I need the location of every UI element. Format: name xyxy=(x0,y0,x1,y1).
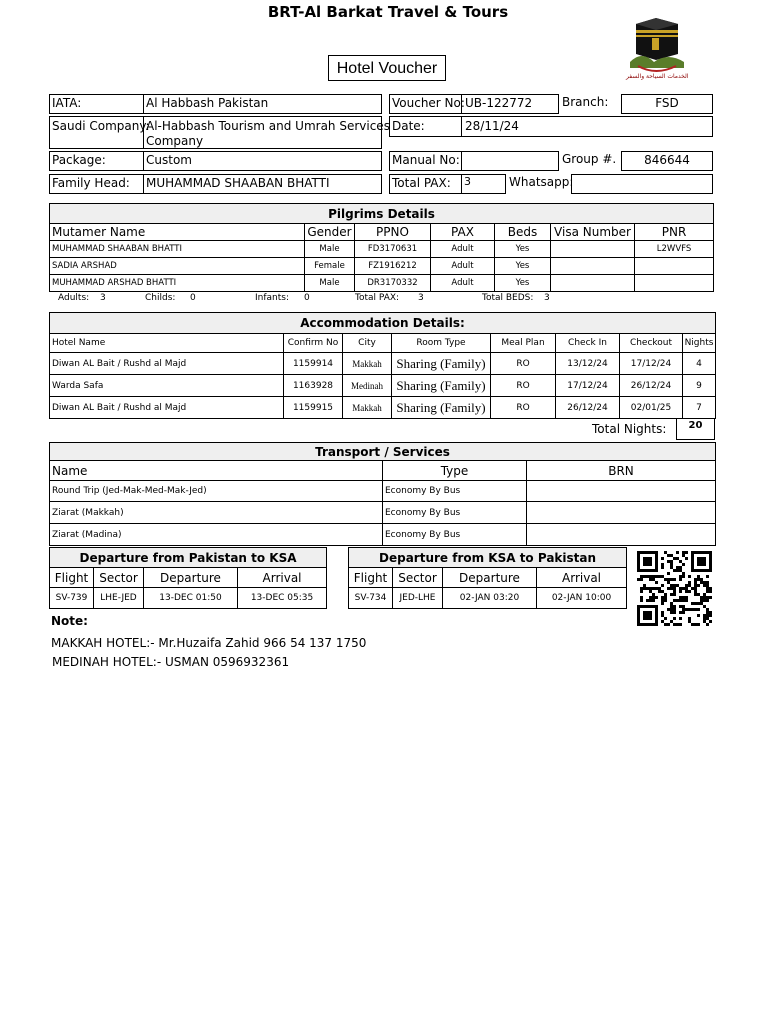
saudi-company-label: Saudi Company: xyxy=(52,119,150,133)
table-row: MUHAMMAD SHAABAN BHATTI Male FD3170631 Adult Yes L2WVFS xyxy=(50,241,714,258)
col-visa-number: Visa Number xyxy=(551,224,635,241)
group-value: 846644 xyxy=(644,153,690,167)
col-gender: Gender xyxy=(305,224,355,241)
table-row: SADIA ARSHAD Female FZ1916212 Adult Yes xyxy=(50,258,714,275)
table-row: Round Trip (Jed-Mak-Med-Mak-Jed) Economy By Bus xyxy=(50,481,716,502)
table-row: Diwan AL Bait / Rushd al Majd 1159915 Makkah Sharing (Family) RO 26/12/24 02/01/25 7 xyxy=(50,397,716,419)
branch-label: Branch: xyxy=(562,95,609,109)
col-beds: Beds xyxy=(495,224,551,241)
table-row: SV-734 JED-LHE 02-JAN 03:20 02-JAN 10:00 xyxy=(349,588,627,609)
total-pax-value: 3 xyxy=(464,175,471,188)
date-value: 28/11/24 xyxy=(465,119,519,133)
accommodation-table: Accommodation Details: Hotel Name Confirm No City Room Type Meal Plan Check In Checkout Nights Diwan AL Bait / Rushd al Majd 1159914 Makkah Sharing (Family) RO 13/12/24 17/12/24 4 Warda Safa 1163928 Medinah Sharing (Family) RO 17/12/24 26/12/24 9 Diwan AL Bait / Rushd al Majd 1159915 Makkah Sharing (Family) RO 26/12/24 02/01/25 7 xyxy=(49,312,716,419)
table-row: Ziarat (Makkah) Economy By Bus xyxy=(50,502,716,524)
departure-ksa-title: Departure from KSA to Pakistan xyxy=(349,548,627,568)
company-title: BRT-Al Barkat Travel & Tours xyxy=(267,3,509,21)
table-row: Ziarat (Madina) Economy By Bus xyxy=(50,524,716,546)
pilgrims-table xyxy=(49,203,714,292)
date-label: Date: xyxy=(392,119,425,133)
transport-title: Transport / Services xyxy=(50,443,716,461)
voucher-title: Hotel Voucher xyxy=(328,55,446,81)
note-makkah-hotel: MAKKAH HOTEL:- Mr.Huzaifa Zahid 966 54 137 1750 xyxy=(51,636,367,650)
note-label: Note: xyxy=(51,614,88,628)
family-head-label: Family Head: xyxy=(52,176,130,190)
col-pnr: PNR xyxy=(635,224,714,241)
package-value: Custom xyxy=(146,153,192,167)
iata-label: IATA: xyxy=(52,96,82,110)
logo-arabic-text: الخدمات السياحة والسفر xyxy=(626,73,689,80)
group-label: Group #. xyxy=(562,152,617,166)
package-label: Package: xyxy=(52,153,106,167)
col-mutamer-name: Mutamer Name xyxy=(50,224,305,241)
branch-value: FSD xyxy=(655,96,679,110)
voucher-no-label: Voucher No: xyxy=(392,96,465,110)
total-nights-label: Total Nights: xyxy=(592,422,667,436)
table-row: MUHAMMAD ARSHAD BHATTI Male DR3170332 Adult Yes xyxy=(50,275,714,292)
col-pax: PAX xyxy=(431,224,495,241)
total-nights-value: 20 xyxy=(688,420,703,431)
note-medinah-hotel: MEDINAH HOTEL:- USMAN 0596932361 xyxy=(52,655,290,669)
departure-pakistan-table: Departure from Pakistan to KSA Flight Sector Departure Arrival SV-739 LHE-JED 13-DEC 01:50 13-DEC 05:35 xyxy=(49,547,327,609)
whatsapp-label: Whatsapp: xyxy=(509,175,574,189)
table-row: SV-739 LHE-JED 13-DEC 01:50 13-DEC 05:35 xyxy=(50,588,327,609)
qr-code xyxy=(637,549,713,629)
family-head-value: MUHAMMAD SHAABAN BHATTI xyxy=(146,176,330,190)
saudi-company-value-2: Company xyxy=(146,134,204,148)
accommodation-title: Accommodation Details: xyxy=(50,313,716,334)
saudi-company-value: Al-Habbash Tourism and Umrah Services xyxy=(146,119,390,133)
departure-ksa-table: Departure from KSA to Pakistan Flight Sector Departure Arrival SV-734 JED-LHE 02-JAN 03:20 02-JAN 10:00 xyxy=(348,547,627,609)
transport-table: Transport / Services Name Type BRN Round Trip (Jed-Mak-Med-Mak-Jed) Economy By Bus Ziarat (Makkah) Economy By Bus Ziarat (Madina) Economy By Bus xyxy=(49,442,716,546)
col-ppno: PPNO xyxy=(355,224,431,241)
manual-no-label: Manual No: xyxy=(392,153,460,167)
total-pax-label: Total PAX: xyxy=(392,176,451,190)
voucher-no-value: UB-122772 xyxy=(465,96,533,110)
departure-pk-title: Departure from Pakistan to KSA xyxy=(50,548,327,568)
pilgrims-title: Pilgrims Details xyxy=(50,204,714,224)
iata-value: Al Habbash Pakistan xyxy=(146,96,269,110)
whatsapp-value xyxy=(571,174,713,194)
table-row: Diwan AL Bait / Rushd al Majd 1159914 Makkah Sharing (Family) RO 13/12/24 17/12/24 4 xyxy=(50,353,716,375)
company-logo xyxy=(626,14,689,84)
table-row: Warda Safa 1163928 Medinah Sharing (Family) RO 17/12/24 26/12/24 9 xyxy=(50,375,716,397)
